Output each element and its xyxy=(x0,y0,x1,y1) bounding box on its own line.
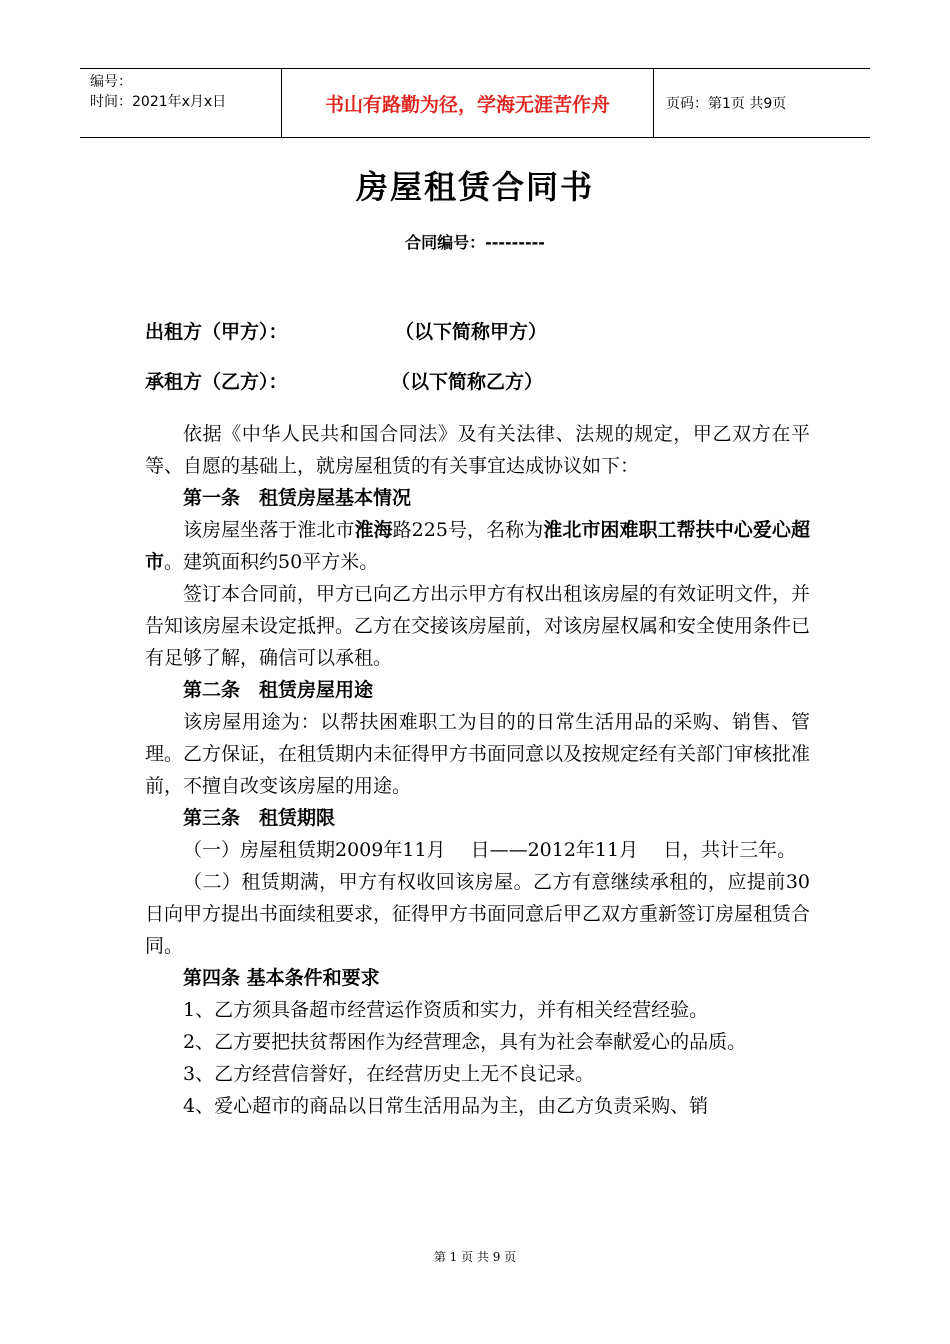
article-4-item-2: 2、乙方要把扶贫帮困作为经营理念，具有为社会奉献爱心的品质。 xyxy=(183,1031,747,1053)
article-4-heading: 第四条 基本条件和要求 xyxy=(183,967,380,989)
lessor-label: 出租方（甲方）： xyxy=(145,321,288,343)
lessor-alias: （以下简称甲方） xyxy=(395,321,548,343)
article-3-heading: 第三条 租赁期限 xyxy=(183,807,336,829)
lessee-alias: （以下简称乙方） xyxy=(391,371,544,393)
article-1-property-name: 淮北市困难职工帮扶中心爱心超市 xyxy=(145,519,810,573)
document-title: 房屋租赁合同书 xyxy=(355,168,594,206)
page-footer: 第 1 页 共 9 页 xyxy=(433,1250,517,1264)
lessor-line xyxy=(145,320,548,344)
article-1-text-c: 路225号，名称为 xyxy=(392,519,544,541)
article-2-paragraph-1: 该房屋用途为：以帮扶困难职工为目的的日常生活用品的采购、销售、管理。乙方保证，在租赁期内未征得甲方书面同意以及按规定经有关部门审核批准前，不擅自改变该房屋的用途。 xyxy=(145,711,811,797)
article-1-paragraph-1 xyxy=(145,514,810,578)
header-meta xyxy=(80,69,281,137)
article-4-item-3: 3、乙方经营信誉好，在经营历史上无不良记录。 xyxy=(183,1063,595,1085)
article-4-item-4: 4、爱心超市的商品以日常生活用品为主，由乙方负责采购、销 xyxy=(183,1095,709,1117)
lessee-label: 承租方（乙方）： xyxy=(145,371,288,393)
article-4-item-1: 1、乙方须具备超市经营运作资质和实力，并有相关经营经验。 xyxy=(183,999,709,1021)
header-page-info: 页码：第1页 共9页 xyxy=(666,96,787,112)
contract-body xyxy=(145,418,810,1122)
article-1-road-name: 淮海 xyxy=(354,519,393,541)
article-3-paragraph-1: （一）房屋租赁期2009年11月 日——2012年11月 日，共计三年。 xyxy=(183,839,797,861)
article-2-heading: 第二条 租赁房屋用途 xyxy=(183,679,374,701)
intro-paragraph: 依据《中华人民共和国合同法》及有关法律、法规的规定，甲乙双方在平等、自愿的基础上，就房屋租赁的有关事宜达成协议如下： xyxy=(145,423,810,477)
article-1-text-a: 该房屋坐落于淮北市 xyxy=(183,519,355,541)
header-time-label: 时间：2021年x月x日 xyxy=(90,94,227,110)
article-1-paragraph-2: 签订本合同前，甲方已向乙方出示甲方有权出租该房屋的有效证明文件，并告知该房屋未设定抵押。乙方在交接该房屋前，对该房屋权属和安全使用条件已有足够了解，确信可以承租。 xyxy=(145,583,811,669)
article-1-text-e: 。建筑面积约50平方米。 xyxy=(164,551,379,573)
header-motto: 书山有路勤为径，学海无涯苦作舟 xyxy=(281,69,654,137)
article-3-paragraph-2: （二）租赁期满，甲方有权收回该房屋。乙方有意继续承租的，应提前30日向甲方提出书面续租要求，征得甲方书面同意后甲乙双方重新签订房屋租赁合同。 xyxy=(145,871,811,957)
article-1-heading: 第一条 租赁房屋基本情况 xyxy=(183,487,412,509)
lessee-line xyxy=(145,370,544,394)
contract-number: 合同编号：--------- xyxy=(405,233,545,252)
page-header xyxy=(80,68,870,138)
header-number-label: 编号： xyxy=(90,74,132,90)
